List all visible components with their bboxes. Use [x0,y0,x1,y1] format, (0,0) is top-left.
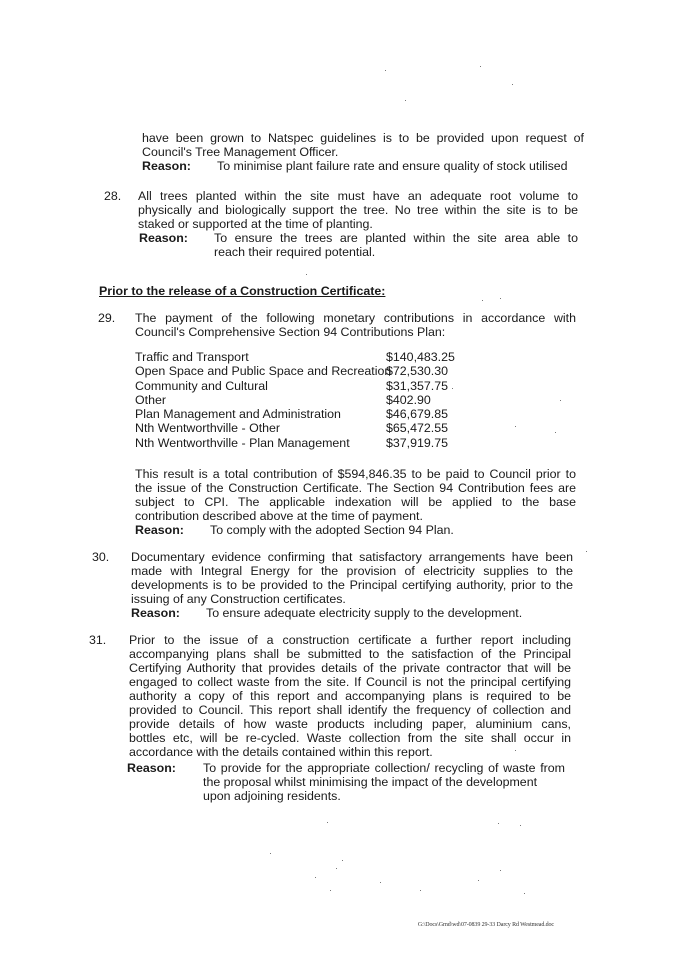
reason-label: Reason: [142,159,191,173]
reason-label: Reason: [139,231,188,245]
text-line: subject to CPI. The applicable indexation will be applied to the base [135,495,576,509]
text-line: the issue of the Construction Certificate. The Section 94 Contribution fees are [135,481,576,495]
text-line: bottles etc, will be re-cycled. Waste collection from the site shall occur in [129,731,571,745]
speck [500,298,501,299]
text-line: Documentary evidence confirming that satisfactory arrangements have been [131,550,573,564]
text-line: All trees planted within the site must have an adequate root volume to [138,189,578,203]
contribution-amount: $402.90 [386,392,431,407]
speck [512,84,513,85]
speck [586,551,587,552]
reason-text: To provide for the appropriate collection/ recycling of waste from [203,761,565,775]
contribution-label: Nth Wentworthville - Other [135,421,281,436]
reason-text: To minimise plant failure rate and ensure quality of stock utilised [217,159,568,173]
contribution-label: Plan Management and Administration [135,407,341,422]
contribution-amount: $72,530.30 [386,364,449,379]
contribution-label: Traffic and Transport [135,350,249,364]
text-line: This result is a total contribution of $594,846.35 to be paid to Council prior to [135,467,576,481]
speck [482,300,483,301]
text-line: Council's Tree Management Officer. [142,145,339,159]
speck [336,868,337,869]
reason-text: To comply with the adopted Section 94 Plan. [210,523,454,537]
text-line: Certifying Authority that provides details of the private contractor that will be [129,661,571,675]
speck [555,432,556,433]
contribution-amount: $31,357.75 [386,378,449,393]
speck [515,750,516,751]
reason-label: Reason: [131,606,180,620]
speck [330,890,331,891]
speck [306,274,307,275]
text-line: developments is to be provided to the Principal certifying authority, prior to the [131,578,573,592]
reason-label: Reason: [135,523,184,537]
text-line: contribution described above at the time of payment. [135,509,423,523]
condition-number: 29. [98,311,116,325]
condition-number: 28. [104,189,122,203]
contribution-amount: $46,679.85 [386,407,449,422]
reason-text: To ensure the trees are planted within the site area able to [214,231,578,245]
text-line: Council's Comprehensive Section 94 Contributions Plan: [135,325,446,339]
text-line: accompanying plans shall be submitted to the satisfaction of the Principal [129,647,571,661]
reason-text: the proposal whilst minimising the impact of the development [203,775,538,789]
reason-text: reach their required potential. [214,245,376,259]
speck [480,66,481,67]
file-path-footer: G:\Docs\Grnd\wd\07-0839 29-33 Darcy Rd Westmead.doc [417,922,554,928]
section-heading: Prior to the release of a Construction Certificate: [99,284,386,298]
contribution-label: Other [135,392,166,407]
text-line: provide details of how waste products including paper, aluminium cans, [129,717,571,731]
contribution-label: Nth Wentworthville - Plan Management [135,435,350,450]
speck [342,860,343,861]
speck [520,825,521,826]
speck [315,877,316,878]
contribution-label: Community and Cultural [135,378,268,393]
speck [380,882,381,883]
reason-label: Reason: [127,761,176,775]
text-line: have been grown to Natspec guidelines is to be provided upon request of [142,131,584,145]
speck [385,70,386,71]
text-line: made with Integral Energy for the provision of electricity supplies to the [131,564,573,578]
speck [405,100,406,101]
condition-number: 31. [89,633,107,647]
speck [500,870,501,871]
speck [420,890,421,891]
reason-text: To ensure adequate electricity supply to the development. [206,606,523,620]
text-line: engaged to collect waste from the site. If Council is not the principal certifying [129,675,571,689]
speck [560,400,561,401]
text-line: physically and biologically support the tree. No tree within the site is to be [138,203,578,217]
text-line: authority a copy of this report and accompanying plans is required to be [129,689,571,703]
contribution-amount: $37,919.75 [386,435,449,450]
condition-number: 30. [92,550,110,564]
text-line: Prior to the issue of a construction certificate a further report including [129,633,571,647]
speck [498,823,499,824]
text-line: staked or supported at the time of planting. [138,217,373,231]
speck [478,880,479,881]
text-line: The payment of the following monetary contributions in accordance with [135,311,576,325]
speck [270,853,271,854]
contribution-amount: $140,483.25 [386,350,455,364]
text-line: accordance with the details contained within this report. [129,745,433,759]
speck [452,388,453,389]
text-line: issuing of any Construction certificates. [131,592,346,606]
speck [327,822,328,823]
reason-text: upon adjoining residents. [203,789,341,803]
contribution-amount: $65,472.55 [386,421,449,436]
text-line: provided to Council. This report shall identify the frequency of collection and [129,703,571,717]
speck [524,893,525,894]
contribution-label: Open Space and Public Space and Recreation [135,364,392,379]
speck [515,426,516,427]
